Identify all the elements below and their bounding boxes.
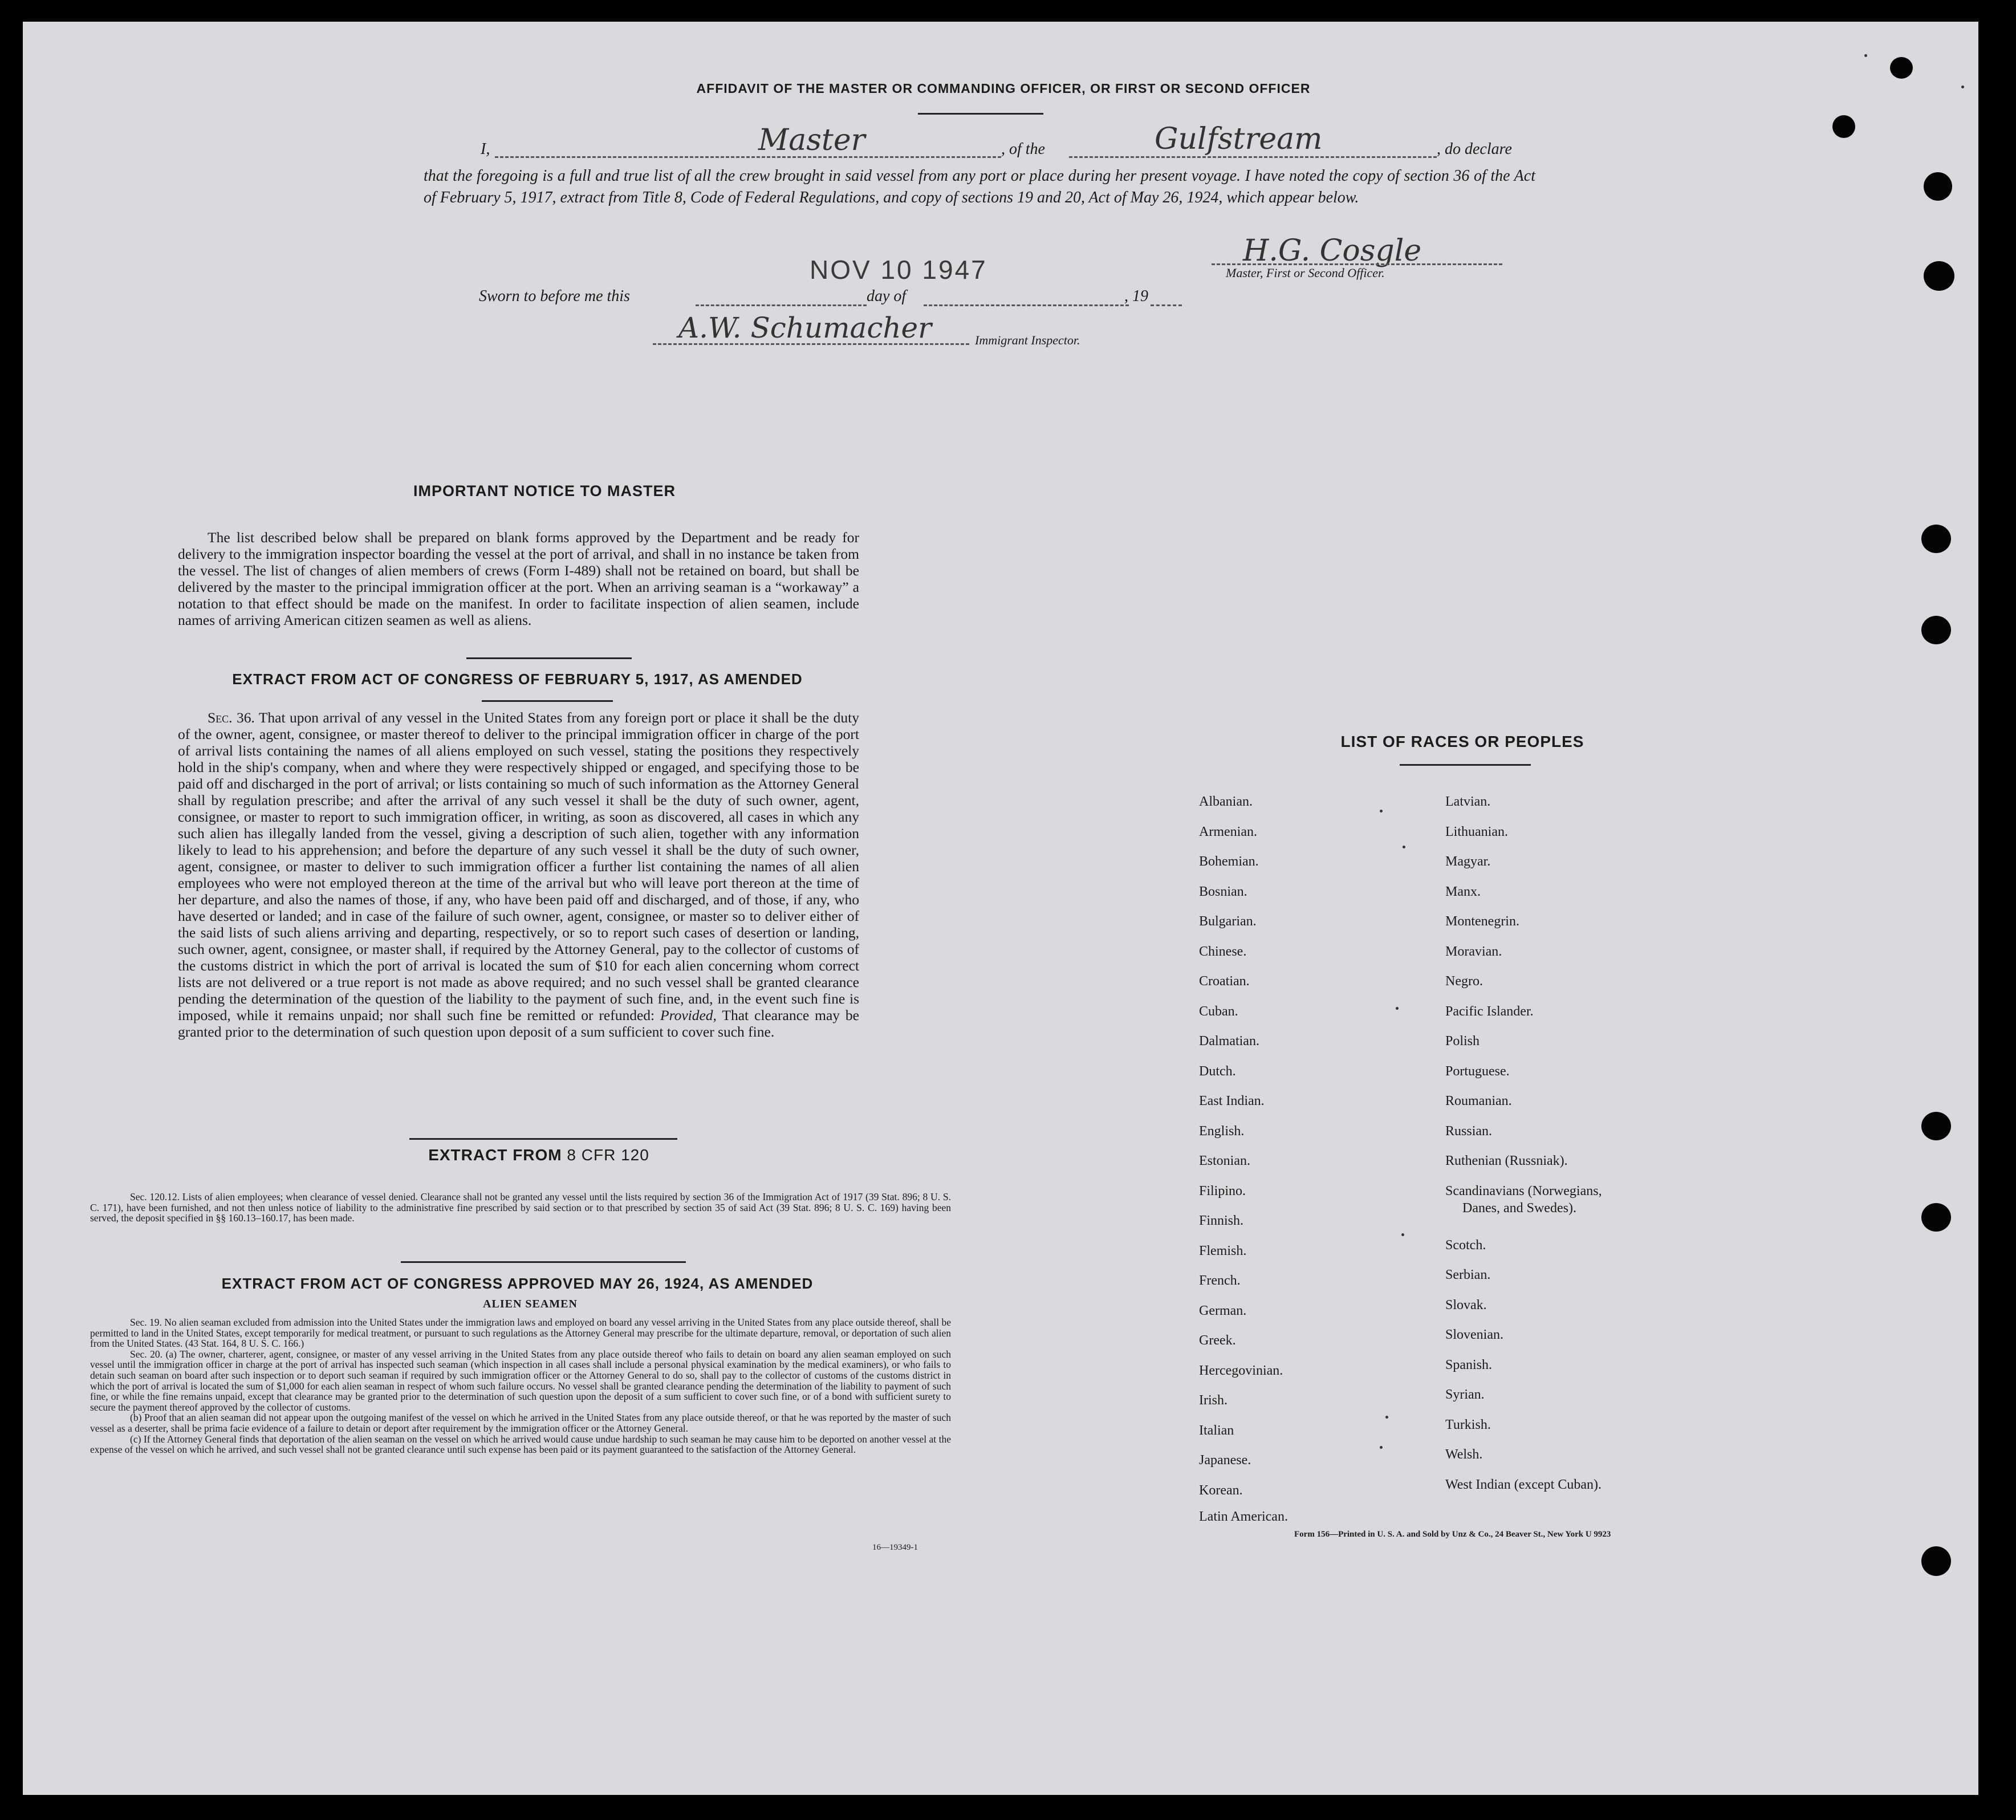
- handwritten-vessel: Gulfstream: [1155, 122, 1323, 156]
- notice-paragraph: The list described below shall be prepared on blank forms approved by the Department and be ready for delivery to the immigration inspector boarding the vessel at the port of arrival, and shall in no instance be taken from the vessel. The list of changes of alien members of crews (Form I-489) shall not be retained on board, but shall be delivered by the master to the principal immigration officer at the port. When an arriving seaman is a “workaway” a notation to that effect should be made on the manifest. In order to facilitate inspection of alien seamen, include names of arriving American citizen seamen as well as aliens.: [178, 529, 859, 628]
- race-item: West Indian (except Cuban).: [1445, 1477, 1602, 1492]
- speck: [1961, 86, 1964, 88]
- provided-word: Provided,: [660, 1007, 717, 1023]
- section-20b-text: (b) Proof that an alien seaman did not appear upon the outgoing manifest of the vessel on which he arrived in the United States from any place outside thereof, or that he was reported by the master of such vessel as a deserter, shall be prima facie evidence of a failure to detain or deport after requirement by the immigration officer or the Attorney General.: [90, 1412, 951, 1434]
- extract-1917-title: EXTRACT FROM ACT OF CONGRESS OF FEBRUARY 5, 1917, AS AMENDED: [232, 671, 803, 688]
- race-item: Turkish.: [1445, 1417, 1491, 1432]
- race-item: Estonian.: [1199, 1153, 1250, 1168]
- race-item: Croatian.: [1199, 974, 1250, 989]
- race-item: Bosnian.: [1199, 884, 1247, 899]
- race-item: Bohemian.: [1199, 854, 1259, 869]
- race-item: Magyar.: [1445, 854, 1491, 869]
- speck: [1380, 810, 1383, 812]
- date-stamp: NOV 10 1947: [810, 255, 987, 285]
- section-36-body-end: That clearance may be granted prior to the determination of such question upon deposit of a sum sufficient to cover such fine.: [178, 1007, 860, 1040]
- race-item: Filipino.: [1199, 1183, 1246, 1199]
- master-signature: H.G. Cosgle: [1243, 234, 1422, 268]
- race-item: Montenegrin.: [1445, 914, 1519, 929]
- race-item: Pacific Islander.: [1445, 1004, 1534, 1019]
- form-page: [23, 22, 1978, 1795]
- name-blank: [495, 156, 1001, 158]
- inspector-signature: A.W. Schumacher: [678, 311, 932, 344]
- race-item: Irish.: [1199, 1393, 1228, 1408]
- section-36-text: [178, 709, 859, 1040]
- rule: [466, 657, 632, 659]
- race-item: Ruthenian (Russniak).: [1445, 1153, 1568, 1168]
- rule: [482, 700, 613, 702]
- extract-1924-text: [90, 1317, 951, 1455]
- race-item: Roumanian.: [1445, 1094, 1512, 1108]
- race-item: East Indian.: [1199, 1094, 1265, 1108]
- race-item: Moravian.: [1445, 944, 1502, 959]
- declarant-prefix: I,: [481, 140, 490, 158]
- race-item: Latvian.: [1445, 794, 1491, 809]
- section-20c-text: (c) If the Attorney General finds that deportation of the alien seaman on the vessel on which he arrived would cause undue hardship to such seaman he may cause him to be deported on another vessel at the expense of the vessel on which he arrived, and such vessel shall not be granted clearance until such expense has been paid or its payment guaranteed to the satisfaction of the Attorney General.: [90, 1433, 951, 1456]
- race-item: Syrian.: [1445, 1387, 1485, 1402]
- signature-caption: Master, First or Second Officer.: [1226, 266, 1385, 280]
- notice-text: [178, 529, 859, 628]
- race-item: Hercegovinian.: [1199, 1363, 1283, 1378]
- race-item: Flemish.: [1199, 1243, 1247, 1258]
- race-item: Portuguese.: [1445, 1063, 1510, 1079]
- day-blank: [696, 304, 867, 306]
- affidavit-text: that the foregoing is a full and true list of all the crew brought in said vessel from any port or place during her present voyage. I have noted the copy of section 36 of the Act of February 5, 1917, extract from Title 8, Code of Federal Regulations, and copy of sections 19 and 20, Act of May 26, 1924, which appear below.: [424, 167, 1535, 206]
- month-blank: [924, 304, 1129, 306]
- punch-hole: [1890, 57, 1913, 79]
- speck: [1401, 1233, 1404, 1236]
- vessel-blank: [1069, 156, 1437, 158]
- race-item: Serbian.: [1445, 1268, 1491, 1282]
- punch-hole: [1921, 616, 1951, 644]
- rule: [1400, 764, 1531, 766]
- rule: [409, 1138, 677, 1140]
- year-label: , 19: [1124, 287, 1148, 305]
- race-item: Dalmatian.: [1199, 1034, 1259, 1049]
- punch-hole: [1832, 115, 1855, 138]
- race-item: Albanian.: [1199, 794, 1253, 809]
- punch-hole: [1924, 172, 1952, 201]
- punch-hole: [1921, 1203, 1951, 1232]
- inspector-caption: Immigrant Inspector.: [975, 333, 1080, 347]
- race-item: Polish: [1445, 1034, 1480, 1049]
- speck: [1385, 1416, 1388, 1419]
- punch-hole: [1921, 1112, 1951, 1140]
- race-item: Welsh.: [1445, 1447, 1483, 1462]
- race-item: Manx.: [1445, 884, 1481, 899]
- alien-seamen-subtitle: ALIEN SEAMEN: [483, 1298, 578, 1310]
- race-item: Latin American.: [1199, 1509, 1288, 1524]
- race-item: Greek.: [1199, 1333, 1236, 1348]
- race-item: Bulgarian.: [1199, 914, 1257, 929]
- race-item: German.: [1199, 1303, 1247, 1318]
- speck: [1380, 1446, 1383, 1449]
- race-item: French.: [1199, 1273, 1241, 1288]
- race-item: Lithuanian.: [1445, 824, 1508, 839]
- race-item: Spanish.: [1445, 1357, 1493, 1372]
- rule: [918, 113, 1043, 115]
- affidavit-title: AFFIDAVIT OF THE MASTER OR COMMANDING OFFICER, OR FIRST OR SECOND OFFICER: [696, 81, 1311, 96]
- section-19-text: Sec. 19. No alien seaman excluded from admission into the United States under the immigration laws and employed on board any vessel arriving in the United States from any place outside thereof, shall be permitted to land in the United States, except temporarily for medical treatment, or pursuant to such regulations as the Attorney General may prescribe for the ultimate departure, removal, or deportation of such alien from the United States. (43 Stat. 164, 8 U. S. C. 166.): [90, 1317, 951, 1350]
- race-item: Japanese.: [1199, 1453, 1251, 1468]
- race-item: Slovenian.: [1445, 1327, 1503, 1342]
- signature-blank: [1212, 263, 1502, 265]
- sworn-label: Sworn to before me this: [479, 287, 630, 305]
- rule: [401, 1261, 686, 1263]
- cfr-text: [90, 1192, 951, 1224]
- race-item: Italian: [1199, 1423, 1234, 1438]
- races-title: LIST OF RACES OR PEOPLES: [1340, 733, 1584, 750]
- cfr-title-rest: 8 CFR 120: [567, 1146, 649, 1164]
- race-item: Danes, and Swedes).: [1462, 1200, 1576, 1216]
- punch-hole: [1921, 1546, 1951, 1576]
- speck: [1403, 846, 1405, 848]
- section-20a-text: Sec. 20. (a) The owner, charterer, agent, consignee, or master of any vessel arriving in the United States from any place outside thereof who fails to detain on board any alien seaman employed on such vessel until the immigration officer in charge at the port of arrival has inspected such seaman (which inspection in all cases shall include a personal physical examination by the medical examiners), or who fails to detain such seaman on board after such inspection or to deport such seaman if required by such immigration officer or the Attorney General to do so, shall pay to the collector of customs of the customs district in which the port of arrival is located the sum of $1,000 for each alien seaman in respect of whom such failure occurs. No vessel shall be granted clearance pending the determination of the liability to payment of such fine, or while the fine remains unpaid, except that clearance may be granted prior to the determination of such question upon the deposit of a sum sufficient to cover such fine, or of a bond with sufficient surety to secure the payment thereof approved by the collector of customs.: [90, 1348, 951, 1413]
- race-item: Slovak.: [1445, 1297, 1487, 1313]
- race-item: Russian.: [1445, 1123, 1493, 1139]
- race-item: Cuban.: [1199, 1004, 1238, 1019]
- year-blank: [1151, 304, 1182, 306]
- cfr-title: [311, 1146, 767, 1164]
- do-declare-label: , do declare: [1437, 140, 1512, 158]
- handwritten-master: Master: [758, 123, 865, 157]
- section-36-body: That upon arrival of any vessel in the United States from any foreign port or place it shall be the duty of the owner, agent, consignee, or master thereof to deliver to the principal immigration officer in charge of the port of arrival lists containing the names of all aliens employed on such vessel, stating the positions they respectively hold in the ship's company, when and where they were respectively shipped or engaged, and specifying those to be paid off and discharged in the port of arrival; or lists containing so much of such information as the Attorney General shall by regulation prescribe; and after the arrival of any such vessel it shall be the duty of such owner, agent, consignee, or master to report to such immigration officer, in writing, as soon as discovered, all cases in which any such alien has illegally landed from the vessel, giving a description of such alien, together with any information likely to lead to his apprehension; and before the departure of any such vessel it shall be the duty of such owner, agent, consignee, or master to deliver to such immigration officer a further list containing the names of all alien employees who were not employed thereon at the time of the arrival but who will leave port thereon at the time of her departure, and also the names of those, if any, who have been paid off and discharged, and of those, if any, who have deserted or landed; and in case of the failure of such owner, agent, consignee, or master so to deliver either of the said lists of such aliens arriving and departing, respectively, or so to report such cases of desertion or landing, such owner, agent, consignee, or master shall, if required by the Attorney General, pay to the collector of customs of the customs district in which the port of arrival is located the sum of $10 for each alien concerning whom correct lists are not delivered or a true report is not made as above required; and no such vessel shall be granted clearance pending the determination of the question of the liability to the payment of such fine, and, in the event such fine is imposed, while it remains unpaid; nor shall such fine be remitted or refunded:: [178, 709, 860, 1023]
- race-item: English.: [1199, 1123, 1245, 1139]
- form-code: 16—19349-1: [872, 1543, 918, 1552]
- printer-footer: Form 156—Printed in U. S. A. and Sold by Unz & Co., 24 Beaver St., New York U 9923: [1294, 1530, 1611, 1539]
- race-item: Scandinavians (Norwegians,: [1445, 1183, 1602, 1199]
- speck: [1864, 54, 1867, 57]
- section-36-label: Sec. 36.: [208, 709, 255, 726]
- cfr-paragraph: Sec. 120.12. Lists of alien employees; when clearance of vessel denied. Clearance shall not be granted any vessel until the lists required by section 36 of the Immigration Act of 1917 (39 Stat. 896; 8 U. S. C. 171), have been furnished, and not then unless notice of liability to the administrative fine prescribed by said section or to that prescribed by section 35 of said Act (39 Stat. 896; 8 U. S. C. 169) having been served, the deposit specified in §§ 160.13–160.17, has been made.: [90, 1191, 951, 1224]
- notice-title: IMPORTANT NOTICE TO MASTER: [413, 482, 676, 499]
- extract-1924-title: EXTRACT FROM ACT OF CONGRESS APPROVED MAY 26, 1924, AS AMENDED: [221, 1275, 814, 1292]
- punch-hole: [1921, 525, 1951, 553]
- punch-hole: [1924, 261, 1954, 291]
- race-item: Armenian.: [1199, 824, 1257, 839]
- day-of-label: day of: [867, 287, 907, 305]
- speck: [1396, 1007, 1399, 1010]
- race-item: Negro.: [1445, 974, 1483, 989]
- race-item: Korean.: [1199, 1482, 1243, 1498]
- race-item: Chinese.: [1199, 944, 1247, 959]
- of-the-label: , of the: [1001, 140, 1045, 158]
- cfr-title-bold: EXTRACT FROM: [428, 1146, 562, 1164]
- race-item: Scotch.: [1445, 1237, 1486, 1253]
- race-item: Dutch.: [1199, 1063, 1236, 1079]
- race-item: Finnish.: [1199, 1213, 1244, 1228]
